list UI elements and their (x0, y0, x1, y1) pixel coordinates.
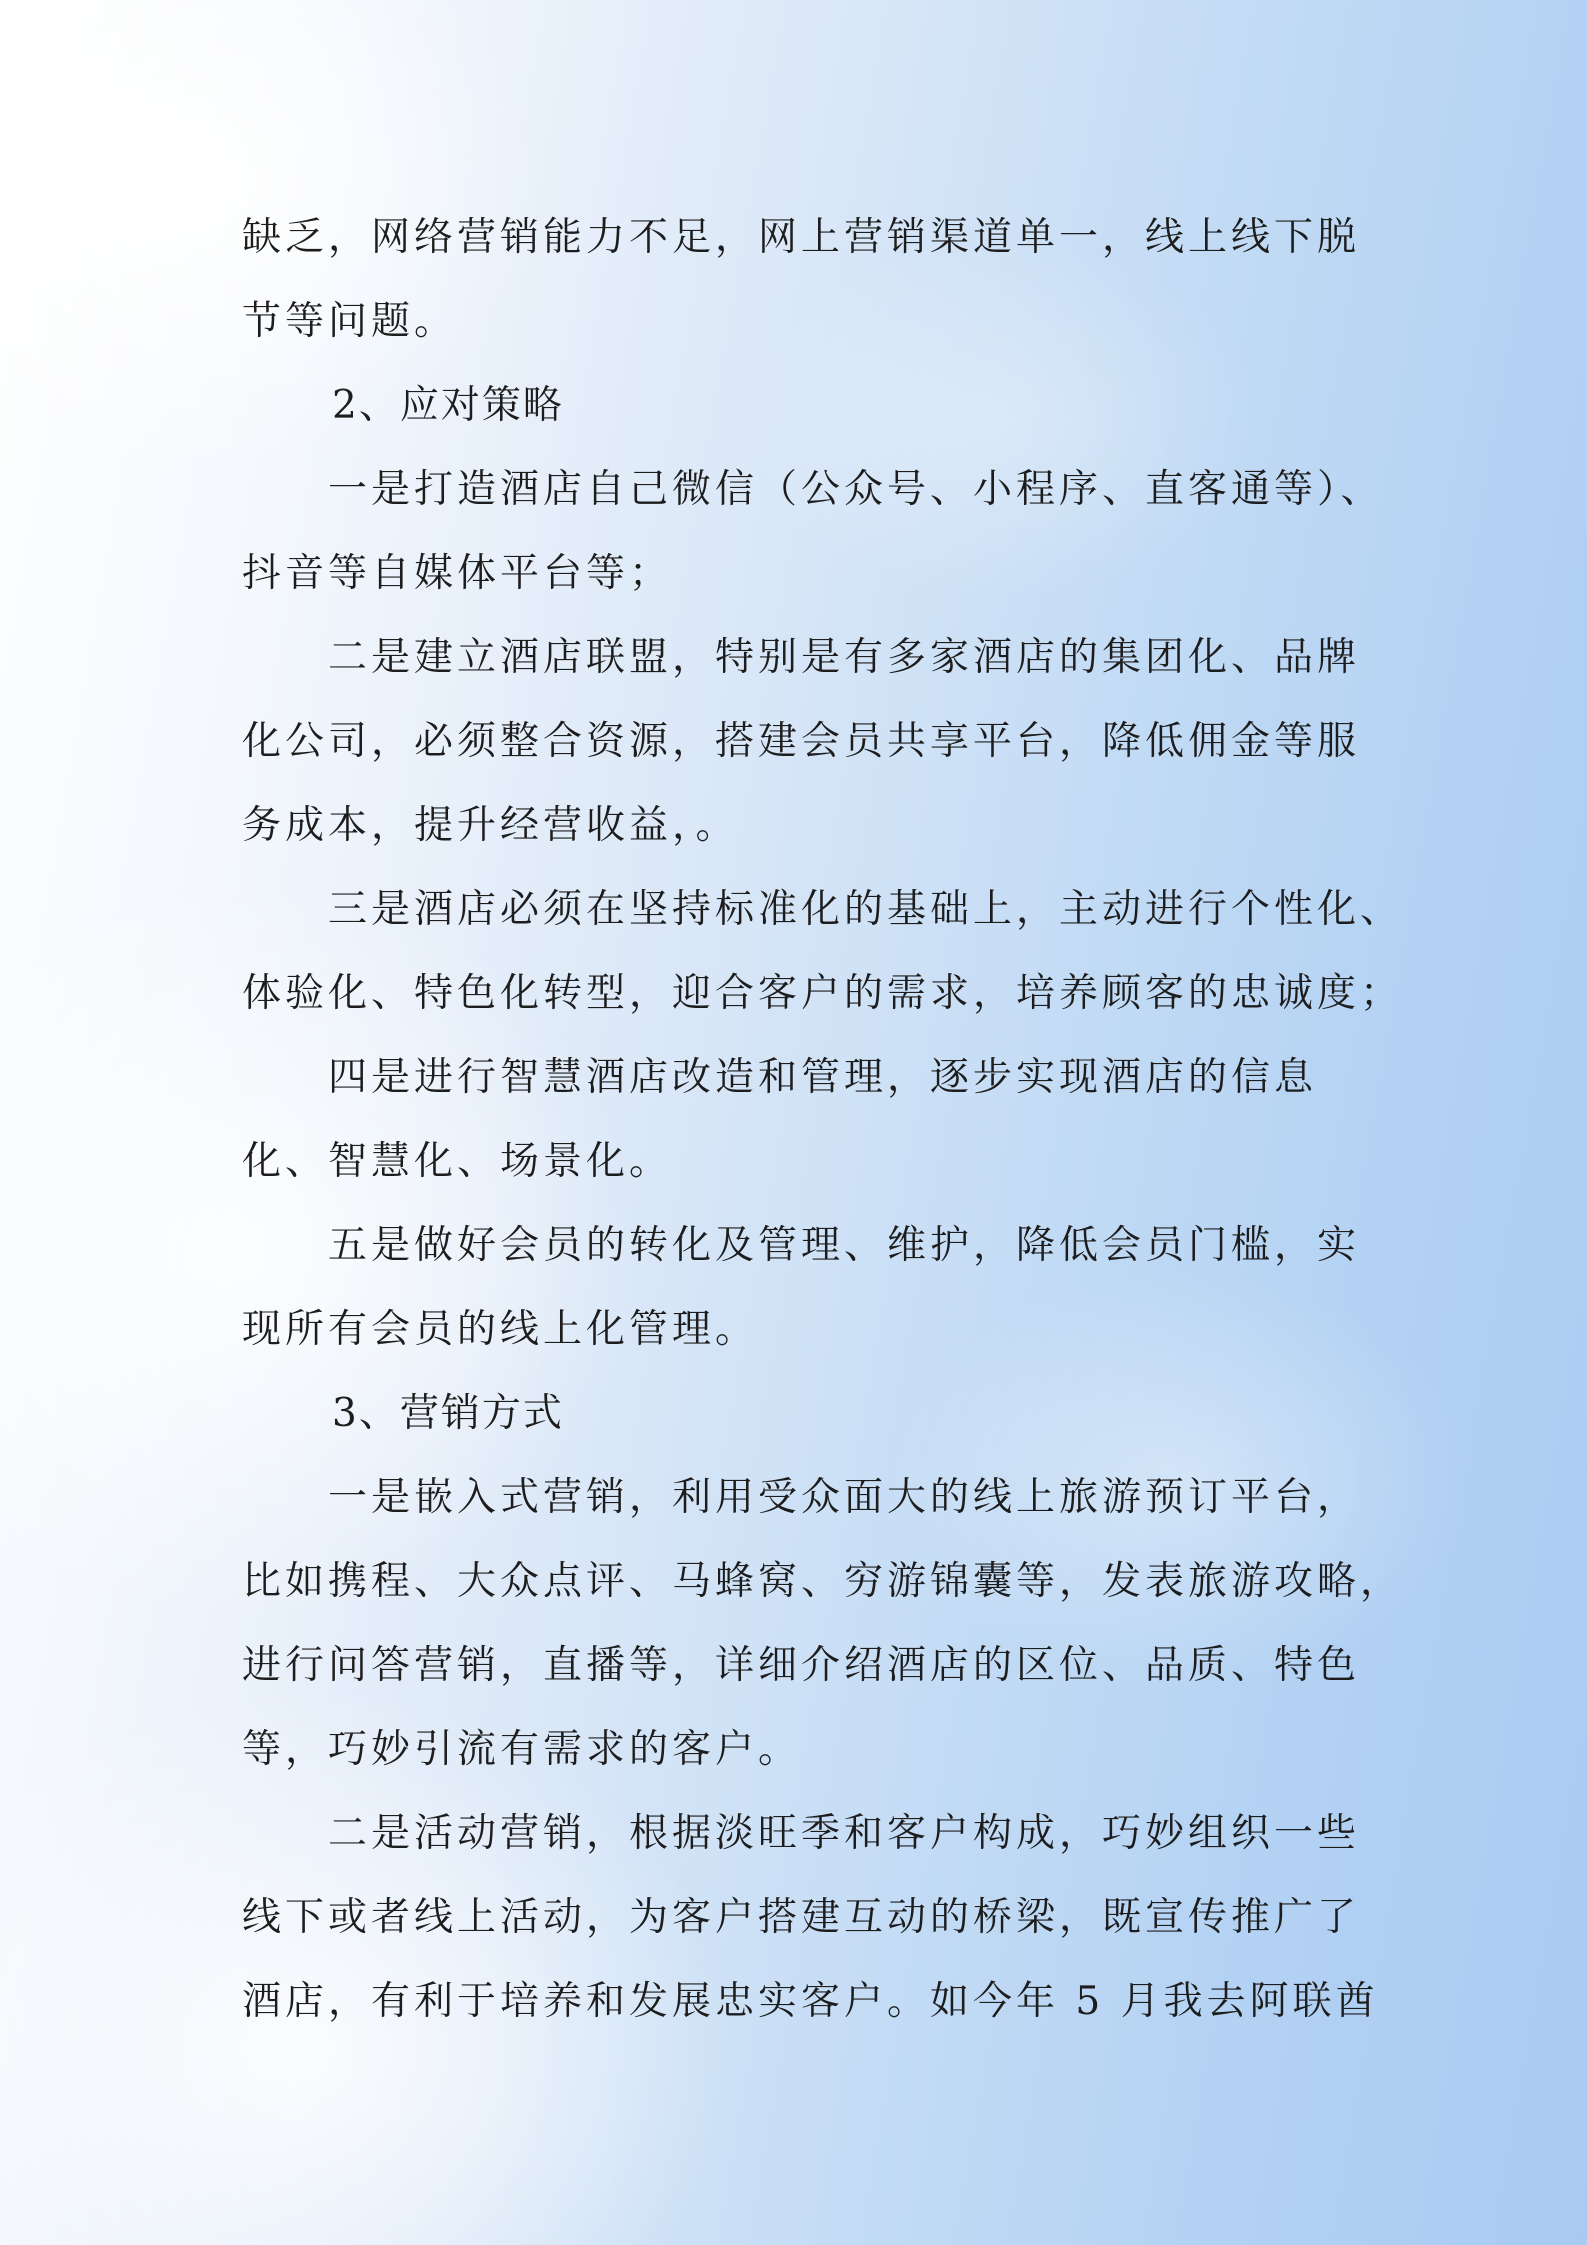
text-line-9: 三是酒店必须在坚持标准化的基础上，主动进行个性化、 (328, 887, 1404, 932)
text-line-7: 化公司，必须整合资源，搭建会员共享平台，降低佣金等服 (242, 719, 1361, 764)
text-line-5: 抖音等自媒体平台等； (242, 551, 673, 596)
document-body (242, 196, 1404, 2044)
text-line-18: 进行问答营销，直播等，详细介绍酒店的区位、品质、特色 (242, 1643, 1361, 1688)
text-line-4: 一是打造酒店自己微信（公众号、小程序、直客通等）、 (328, 467, 1384, 512)
text-line-19: 等，巧妙引流有需求的客户。 (242, 1727, 802, 1772)
section-heading-marketing: 3、营销方式 (332, 1391, 564, 1436)
text-line-22: 酒店，有利于培养和发展忠实客户。如今年 5 月我去阿联酋 (242, 1979, 1379, 2024)
text-line-2: 节等问题。 (242, 299, 458, 344)
text-line-16: 一是嵌入式营销，利用受众面大的线上旅游预订平台， (328, 1475, 1361, 1520)
text-line-1: 缺乏，网络营销能力不足，网上营销渠道单一，线上线下脱 (242, 215, 1361, 260)
text-line-6: 二是建立酒店联盟，特别是有多家酒店的集团化、品牌 (328, 635, 1361, 680)
text-line-11: 四是进行智慧酒店改造和管理，逐步实现酒店的信息 (328, 1055, 1318, 1100)
text-line-8: 务成本，提升经营收益，。 (242, 803, 739, 848)
text-line-21: 线下或者线上活动，为客户搭建互动的桥梁，既宣传推广了 (242, 1895, 1361, 1940)
text-line-20: 二是活动营销，根据淡旺季和客户构成，巧妙组织一些 (328, 1811, 1361, 1856)
section-heading-strategy: 2、应对策略 (332, 383, 564, 428)
text-line-14: 现所有会员的线上化管理。 (242, 1307, 759, 1352)
text-line-17: 比如携程、大众点评、马蜂窝、穷游锦囊等，发表旅游攻略， (242, 1559, 1404, 1604)
text-line-12: 化、智慧化、场景化。 (242, 1139, 673, 1184)
text-line-13: 五是做好会员的转化及管理、维护，降低会员门槛，实 (328, 1223, 1361, 1268)
text-line-10: 体验化、特色化转型，迎合客户的需求，培养顾客的忠诚度； (242, 971, 1404, 1016)
